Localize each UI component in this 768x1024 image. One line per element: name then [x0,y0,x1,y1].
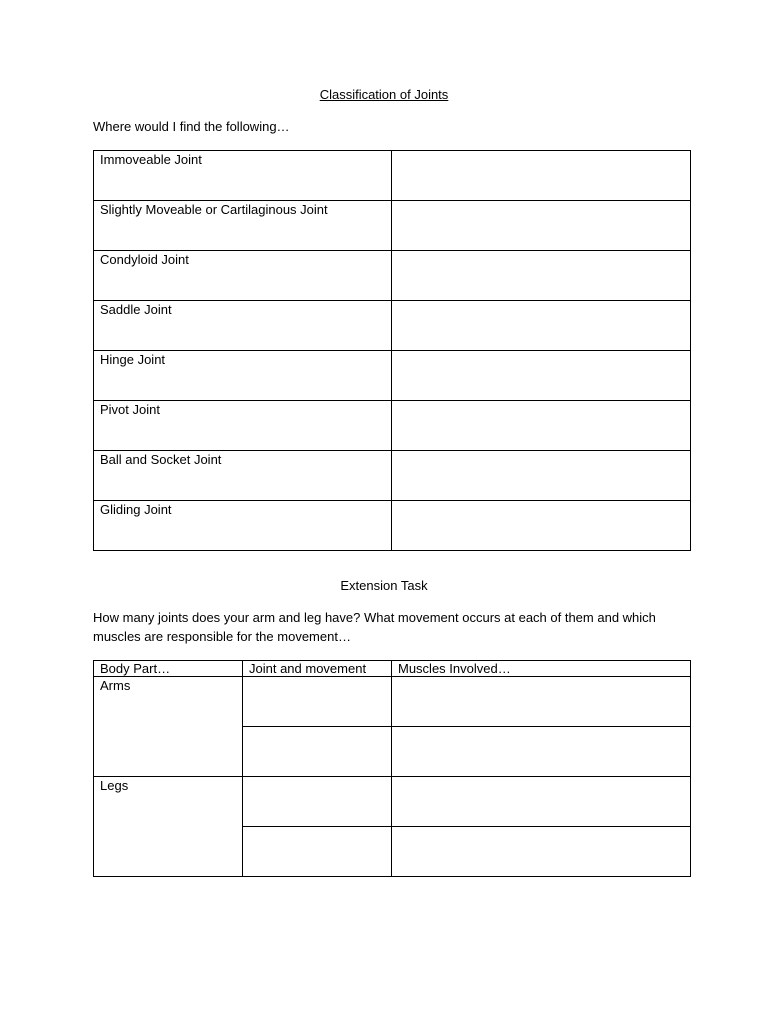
column-header: Body Part… [94,661,243,677]
muscles-cell[interactable] [392,777,691,827]
table-row [94,401,691,451]
answer-cell[interactable] [392,301,691,351]
joint-movement-cell[interactable] [243,827,392,877]
joint-label: Condyloid Joint [94,251,392,301]
joint-label: Gliding Joint [94,501,392,551]
joint-movement-cell[interactable] [243,777,392,827]
joints-table [93,150,691,551]
table-row [94,301,691,351]
joint-label: Slightly Moveable or Cartilaginous Joint [94,201,392,251]
column-header: Muscles Involved… [392,661,691,677]
table-header-row [94,661,691,677]
muscles-cell[interactable] [392,727,691,777]
table-row [94,351,691,401]
extension-title: Extension Task [340,578,428,593]
muscles-cell[interactable] [392,677,691,727]
answer-cell[interactable] [392,351,691,401]
body-part-label: Legs [94,777,243,877]
table-row [94,151,691,201]
joint-movement-cell[interactable] [243,677,392,727]
table-row [94,201,691,251]
table-row [94,501,691,551]
intro-text: Where would I find the following… [93,119,290,134]
answer-cell[interactable] [392,401,691,451]
page-title: Classification of Joints [319,87,449,102]
table-row [94,677,691,727]
answer-cell[interactable] [392,201,691,251]
table-row [94,251,691,301]
joint-label: Pivot Joint [94,401,392,451]
table-row [94,777,691,827]
column-header: Joint and movement [243,661,392,677]
extension-question: How many joints does your arm and leg have? What movement occurs at each of them and which muscles are responsible for the movement… [93,610,656,644]
answer-cell[interactable] [392,251,691,301]
joint-label: Saddle Joint [94,301,392,351]
joint-movement-cell[interactable] [243,727,392,777]
joint-label: Ball and Socket Joint [94,451,392,501]
answer-cell[interactable] [392,151,691,201]
body-part-label: Arms [94,677,243,777]
answer-cell[interactable] [392,501,691,551]
joint-label: Hinge Joint [94,351,392,401]
body-parts-table [93,660,691,877]
answer-cell[interactable] [392,451,691,501]
joint-label: Immoveable Joint [94,151,392,201]
table-row [94,451,691,501]
muscles-cell[interactable] [392,827,691,877]
